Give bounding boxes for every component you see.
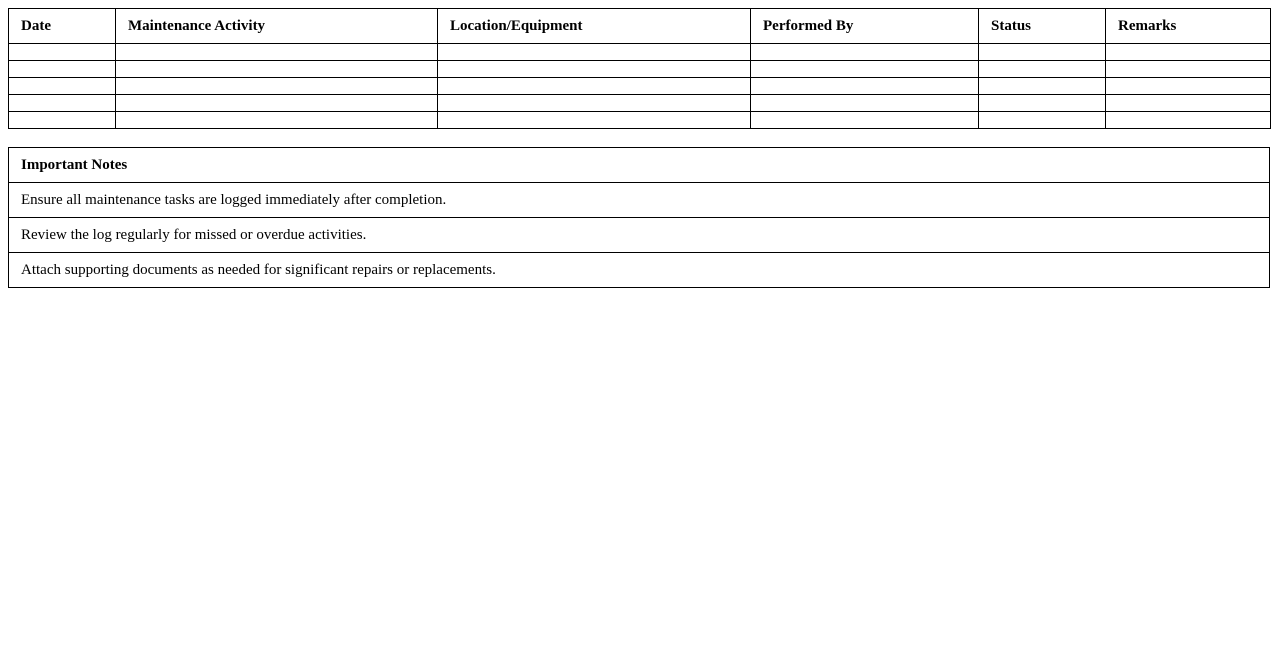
table-row xyxy=(9,44,1271,61)
list-item xyxy=(9,253,1270,288)
cell-maintenance-activity[interactable] xyxy=(116,44,438,61)
note-text: Attach supporting documents as needed for significant repairs or replacements. xyxy=(9,253,1270,288)
cell-date[interactable] xyxy=(9,44,116,61)
cell-location-equipment[interactable] xyxy=(438,44,751,61)
note-text: Ensure all maintenance tasks are logged immediately after completion. xyxy=(9,183,1270,218)
cell-location-equipment[interactable] xyxy=(438,61,751,78)
cell-status[interactable] xyxy=(979,78,1106,95)
cell-remarks[interactable] xyxy=(1106,95,1271,112)
notes-title: Important Notes xyxy=(9,148,1270,183)
cell-maintenance-activity[interactable] xyxy=(116,61,438,78)
cell-date[interactable] xyxy=(9,61,116,78)
cell-performed-by[interactable] xyxy=(751,112,979,129)
cell-performed-by[interactable] xyxy=(751,61,979,78)
table-header-row xyxy=(9,9,1271,44)
important-notes-table xyxy=(8,147,1270,288)
cell-location-equipment[interactable] xyxy=(438,95,751,112)
header-location-equipment: Location/Equipment xyxy=(438,9,751,44)
cell-performed-by[interactable] xyxy=(751,95,979,112)
cell-status[interactable] xyxy=(979,112,1106,129)
table-row xyxy=(9,61,1271,78)
table-row xyxy=(9,112,1271,129)
cell-location-equipment[interactable] xyxy=(438,78,751,95)
header-date: Date xyxy=(9,9,116,44)
table-row xyxy=(9,78,1271,95)
cell-maintenance-activity[interactable] xyxy=(116,95,438,112)
cell-remarks[interactable] xyxy=(1106,44,1271,61)
cell-status[interactable] xyxy=(979,95,1106,112)
table-row xyxy=(9,95,1271,112)
cell-remarks[interactable] xyxy=(1106,61,1271,78)
header-maintenance-activity: Maintenance Activity xyxy=(116,9,438,44)
cell-performed-by[interactable] xyxy=(751,44,979,61)
cell-location-equipment[interactable] xyxy=(438,112,751,129)
cell-status[interactable] xyxy=(979,44,1106,61)
maintenance-log-table xyxy=(8,8,1271,129)
cell-date[interactable] xyxy=(9,78,116,95)
cell-maintenance-activity[interactable] xyxy=(116,112,438,129)
cell-remarks[interactable] xyxy=(1106,78,1271,95)
list-item xyxy=(9,183,1270,218)
header-status: Status xyxy=(979,9,1106,44)
cell-status[interactable] xyxy=(979,61,1106,78)
cell-performed-by[interactable] xyxy=(751,78,979,95)
cell-date[interactable] xyxy=(9,95,116,112)
cell-maintenance-activity[interactable] xyxy=(116,78,438,95)
cell-remarks[interactable] xyxy=(1106,112,1271,129)
cell-date[interactable] xyxy=(9,112,116,129)
header-performed-by: Performed By xyxy=(751,9,979,44)
header-remarks: Remarks xyxy=(1106,9,1271,44)
notes-header-row xyxy=(9,148,1270,183)
note-text: Review the log regularly for missed or overdue activities. xyxy=(9,218,1270,253)
list-item xyxy=(9,218,1270,253)
